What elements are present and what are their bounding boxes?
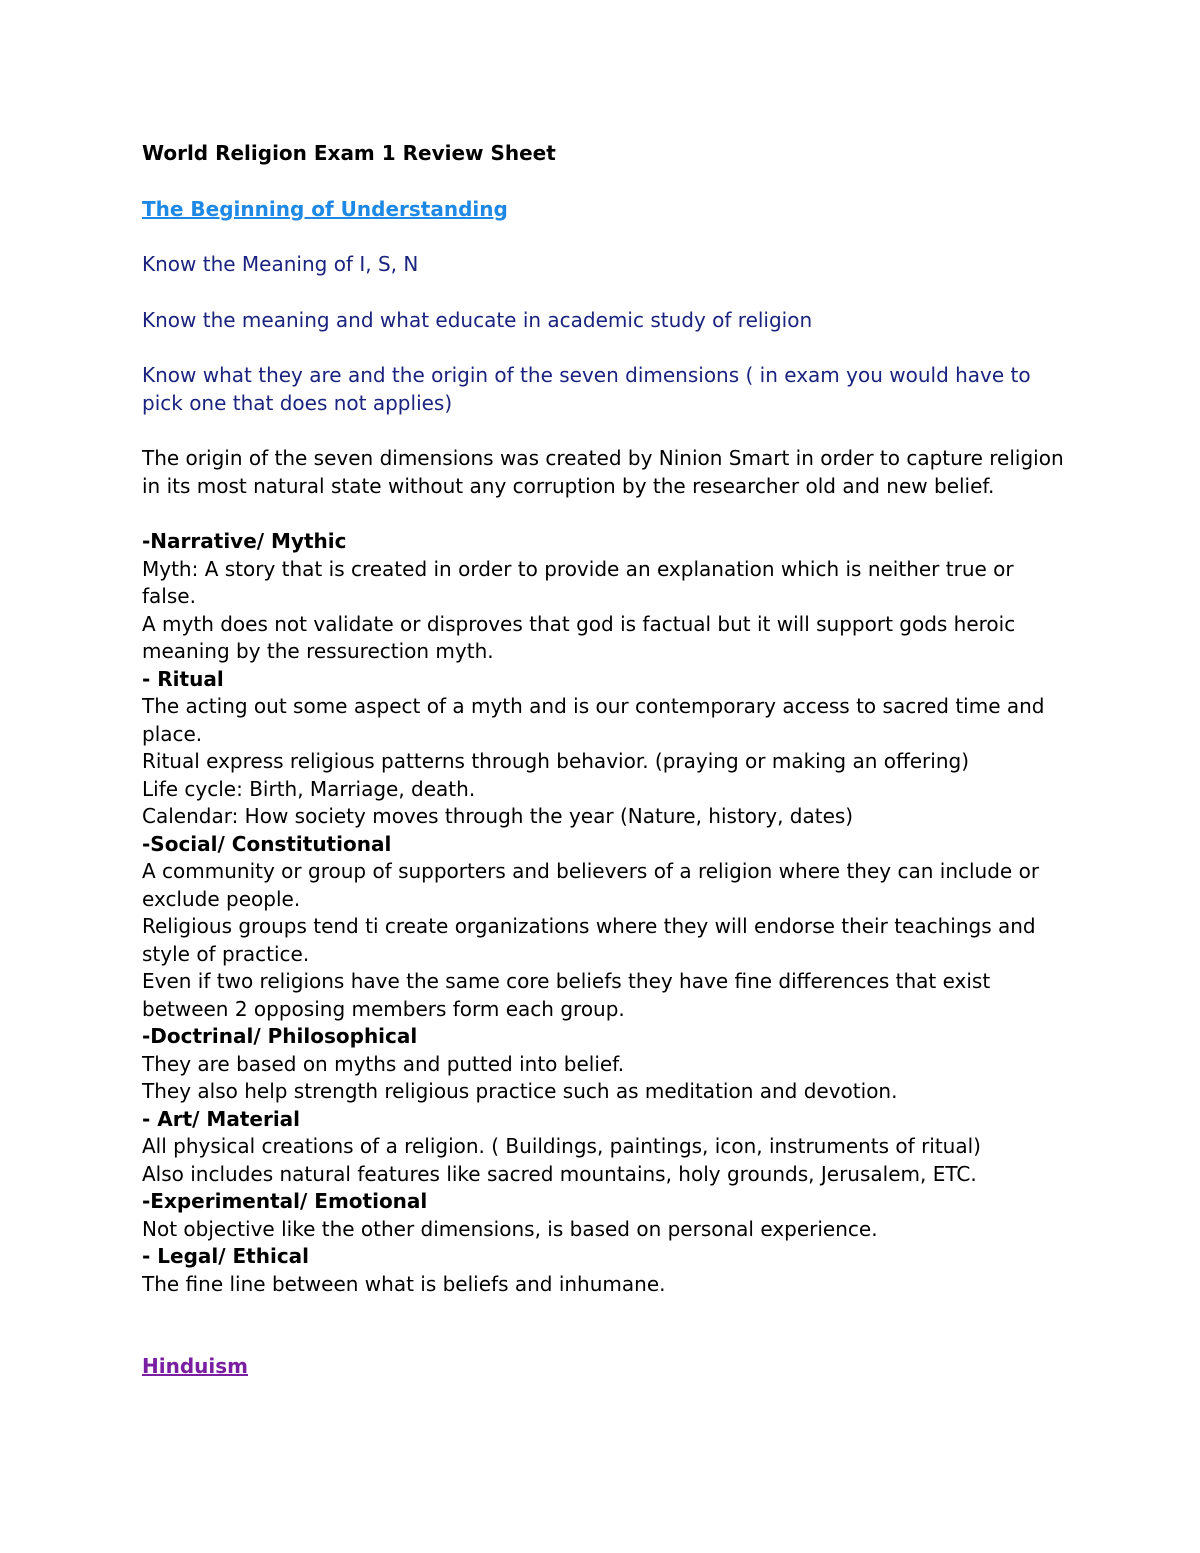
origin-paragraph: The origin of the seven dimensions was created by Ninion Smart in order to capture religion in its most natural state without any corruption by the researcher old and new belief.	[142, 446, 1064, 498]
dimension-line: Life cycle: Birth, Marriage, death.	[142, 776, 476, 801]
dimension-line: Ritual express religious patterns through behavior. (praying or making an offering)	[142, 749, 970, 773]
spacer	[142, 1298, 1072, 1353]
dimension-heading-legal: - Legal/ Ethical	[142, 1244, 310, 1268]
dimension-heading-experimental: -Experimental/ Emotional	[142, 1189, 428, 1213]
dimension-line: A myth does not validate or disproves that god is factual but it will support gods heroic meaning by the ressurection myth.	[142, 611, 1016, 663]
dimension-line: They are based on myths and putted into belief.	[142, 1051, 625, 1076]
dimension-heading-ritual: - Ritual	[142, 666, 224, 691]
dimension-line: Myth: A story that is created in order to provide an explanation which is neither true or false.	[142, 556, 1014, 608]
dimension-line: The acting out some aspect of a myth and is our contemporary access to sacred time and place.	[142, 694, 1045, 746]
dimensions-list	[142, 528, 1072, 1298]
dimension-heading-doctrinal: -Doctrinal/ Philosophical	[142, 1024, 418, 1048]
dimension-heading-narrative: -Narrative/ Mythic	[142, 529, 347, 553]
dimension-line: They also help strength religious practice such as meditation and devotion.	[142, 1079, 898, 1103]
dimension-line: Even if two religions have the same core beliefs they have fine differences that exist between 2 opposing members form each group.	[142, 969, 991, 1021]
dimension-line: All physical creations of a religion. ( Buildings, paintings, icon, instruments of ritual)	[142, 1134, 981, 1158]
know-item: Know the meaning and what educate in academic study of religion	[142, 307, 813, 332]
know-item: Know what they are and the origin of the seven dimensions ( in exam you would have to pick one that does not applies)	[142, 363, 1031, 415]
dimension-line: Not objective like the other dimensions, is based on personal experience.	[142, 1216, 878, 1241]
section-link-hinduism[interactable]: Hinduism	[142, 1354, 248, 1378]
dimension-line: The fine line between what is beliefs and inhumane.	[142, 1271, 666, 1296]
document-title: World Religion Exam 1 Review Sheet	[142, 141, 556, 165]
dimension-line: Calendar: How society moves through the year (Nature, history, dates)	[142, 804, 854, 828]
dimension-line: A community or group of supporters and believers of a religion where they can include or exclude people.	[142, 859, 1040, 911]
dimension-heading-social: -Social/ Constitutional	[142, 831, 392, 856]
dimension-line: Also includes natural features like sacred mountains, holy grounds, Jerusalem, ETC.	[142, 1161, 977, 1186]
section-link-beginning-of-understanding[interactable]: The Beginning of Understanding	[142, 196, 508, 221]
dimension-heading-art: - Art/ Material	[142, 1106, 301, 1131]
document-page	[142, 140, 1072, 1409]
dimension-line: Religious groups tend ti create organizations where they will endorse their teachings and style of practice.	[142, 914, 1036, 966]
know-item: Know the Meaning of I, S, N	[142, 252, 419, 276]
